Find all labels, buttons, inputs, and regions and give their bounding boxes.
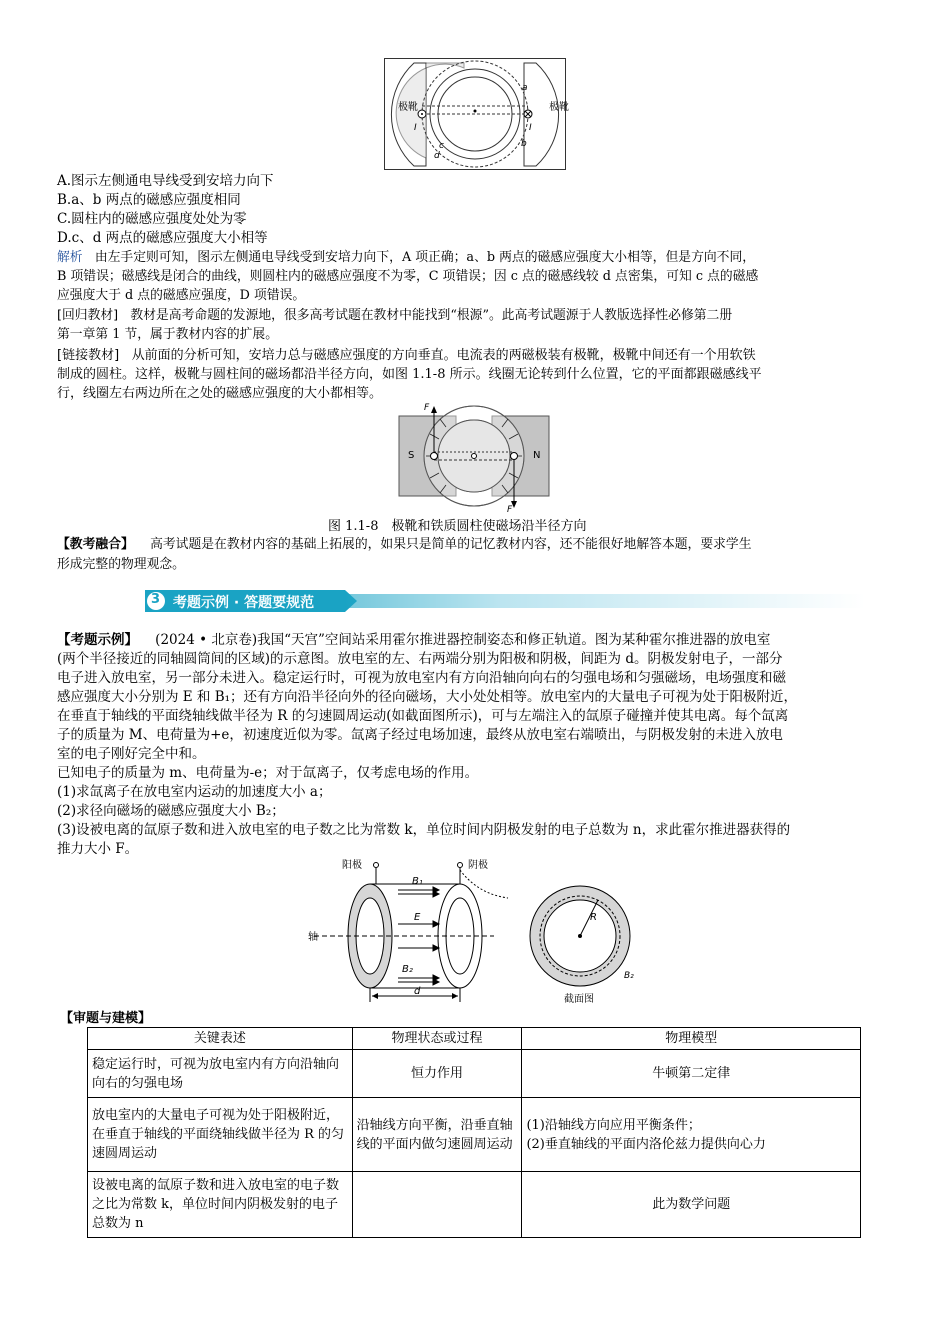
table-header: 物理模型	[522, 1028, 861, 1050]
figure-magnetic-field	[396, 402, 552, 514]
pole-shoe-left-label: 极靴	[398, 102, 418, 113]
example-line-7: 室的电子刚好完全中和。	[57, 746, 206, 762]
pole-shoe-right-label: 极靴	[549, 102, 569, 113]
table-cell-line: (2)垂直轴线的平面内洛伦兹力提供向心力	[526, 1136, 766, 1152]
modeling-label: 【审题与建模】	[60, 1011, 152, 1026]
lianjie-label: [链接教材]	[57, 348, 120, 363]
pole-s-label: S	[408, 450, 415, 461]
axis-label: 轴	[308, 932, 318, 943]
table-cell: 稳定运行时，可视为放电室内有方向沿轴向向右的匀强电场	[88, 1050, 353, 1098]
question-3-line-1: (3)设被电离的氙原子数和进入放电室的电子数之比为常数 k，单位时间内阴极发射的电子总数为 n，求此霍尔推进器获得的	[57, 822, 791, 838]
point-d-label: d	[434, 151, 440, 161]
current-left-label: I	[414, 123, 417, 133]
d-label: d	[414, 986, 421, 997]
figure-pole-shoes	[384, 58, 569, 170]
option-d: D.c、d 两点的磁感应强度大小相等	[57, 230, 268, 246]
table-row	[88, 1172, 861, 1238]
table-row	[88, 1098, 861, 1172]
pole-n-label: N	[533, 450, 541, 461]
huigui-line-2: 第一章第 1 节，属于教材内容的扩展。	[57, 327, 279, 342]
table-header: 关键表述	[88, 1028, 353, 1050]
figure-hall-thruster	[308, 854, 644, 1004]
section-view-label: 截面图	[564, 994, 594, 1005]
point-a-label: a	[522, 83, 528, 93]
modeling-table	[87, 1027, 861, 1238]
table-cell: 设被电离的氙原子数和进入放电室的电子数之比为常数 k，单位时间内阴极发射的电子总数为 n	[88, 1172, 353, 1238]
analysis-label: 解析	[57, 250, 83, 265]
b1-label: B₁	[412, 876, 423, 887]
table-header-row	[88, 1028, 861, 1050]
huigui-label: [回归教材]	[57, 308, 119, 323]
table-cell: 放电室内的大量电子可视为处于阳极附近，在垂直于轴线的平面绕轴线做半径为 R 的匀速圆周运动	[88, 1098, 353, 1172]
table-cell: 沿轴线方向平衡，沿垂直轴线的平面内做匀速圆周运动	[352, 1098, 522, 1172]
b2-right-label: B₂	[624, 971, 634, 981]
table-cell: 此为数学问题	[522, 1172, 861, 1238]
cathode-label: 阴极	[468, 860, 488, 871]
point-b-label: b	[521, 139, 527, 149]
lianjie-line-2: 制成的圆柱。这样，极靴与圆柱间的磁场都沿半径方向，如图 1.1-8 所示。线圈无论转到什么位置，它的平面都跟磁感线平	[57, 367, 762, 382]
huigui-line-1: [回归教材] 教材是高考命题的发源地，很多高考试题在教材中能找到“根源”。此高考试题源于人教版选择性必修第二册	[57, 308, 733, 323]
force-bottom-label: F	[507, 505, 513, 515]
example-line-1: 【考题示例】 (2024 • 北京卷)我国“天宫”空间站采用霍尔推进器控制姿态和修正轨道。图为某种霍尔推进器的放电室	[57, 632, 771, 648]
table-row	[88, 1050, 861, 1098]
table-cell: 恒力作用	[352, 1050, 522, 1098]
jiaokao-label: 【教考融合】	[57, 537, 134, 552]
example-line-8: 已知电子的质量为 m、电荷量为-e；对于氙离子，仅考虑电场的作用。	[57, 765, 479, 781]
table-cell-line: (1)沿轴线方向应用平衡条件；	[526, 1117, 701, 1133]
table-cell: 牛顿第二定律	[522, 1050, 861, 1098]
example-label: 【考题示例】	[57, 632, 138, 648]
example-line-3: 电子进入放电室，另一部分未进入。稳定运行时，可视为放电室内有方向沿轴向向右的匀强电场和匀强磁场，电场强度和磁	[57, 670, 786, 686]
section-title: 考题示例 · 答题要规范	[173, 595, 315, 611]
analysis-line-3: 应强度大于 d 点的磁感应强度，D 项错误。	[57, 288, 306, 303]
table-cell	[522, 1098, 861, 1172]
example-line-6: 子的质量为 M、电荷量为+e，初速度近似为零。氙离子经过电场加速，最终从放电室右端喷出，与阴极发射的未进入放电	[57, 727, 783, 743]
e-label: E	[414, 912, 421, 923]
option-b: B.a、b 两点的磁感应强度相同	[57, 192, 241, 208]
option-c: C.圆柱内的磁感应强度处处为零	[57, 211, 247, 227]
section-number: 3	[151, 592, 161, 607]
radius-label: R	[590, 912, 597, 923]
jiaokao-line-2: 形成完整的物理观念。	[57, 557, 185, 572]
current-right-label: I	[529, 123, 532, 133]
figure-caption: 图 1.1-8 极靴和铁质圆柱使磁场沿半径方向	[328, 519, 587, 534]
b2-label: B₂	[402, 964, 413, 975]
anode-label: 阳极	[342, 860, 362, 871]
question-2: (2)求径向磁场的磁感应强度大小 B₂；	[57, 803, 285, 819]
question-1: (1)求氙离子在放电室内运动的加速度大小 a；	[57, 784, 332, 800]
analysis-line-2: B 项错误；磁感线是闭合的曲线，则圆柱内的磁感应强度不为零，C 项错误；因 c 点的磁感线较 d 点密集，可知 c 点的磁感	[57, 269, 759, 284]
table-cell	[352, 1172, 522, 1238]
jiaokao-line-1: 【教考融合】 高考试题是在教材内容的基础上拓展的，如果只是简单的记忆教材内容，还不能很好地解答本题，要求学生	[57, 537, 752, 552]
option-a: A.图示左侧通电导线受到安培力向下	[57, 173, 274, 189]
question-3-line-2: 推力大小 F。	[57, 841, 139, 857]
lianjie-line-3: 行，线圈左右两边所在之处的磁感应强度的大小都相等。	[57, 386, 383, 401]
analysis-line-1: 解析 由左手定则可知，图示左侧通电导线受到安培力向下，A 项正确；a、b 两点的磁感应强度大小相等，但是方向不同，	[57, 250, 756, 265]
table-header: 物理状态或过程	[352, 1028, 522, 1050]
example-line-2: (两个半径接近的同轴圆筒间的区域)的示意图。放电室的左、右两端分别为阳极和阴极，间距为 d。阴极发射电子，一部分	[57, 651, 783, 667]
example-line-5: 在垂直于轴线的平面绕轴线做半径为 R 的匀速圆周运动(如截面图所示)，可与左端注入的氙原子碰撞并使其电离。每个氙离	[57, 708, 789, 724]
force-top-label: F	[424, 403, 430, 413]
point-c-label: c	[439, 141, 444, 151]
lianjie-line-1: [链接教材] 从前面的分析可知，安培力总与磁感应强度的方向垂直。电流表的两磁极装有极靴，极靴中间还有一个用软铁	[57, 348, 756, 363]
example-line-4: 感应强度大小分别为 E 和 B₁；还有方向沿半径向外的径向磁场，大小处处相等。放电室内的大量电子可视为处于阳极附近，	[57, 689, 798, 705]
section-banner	[145, 590, 865, 612]
